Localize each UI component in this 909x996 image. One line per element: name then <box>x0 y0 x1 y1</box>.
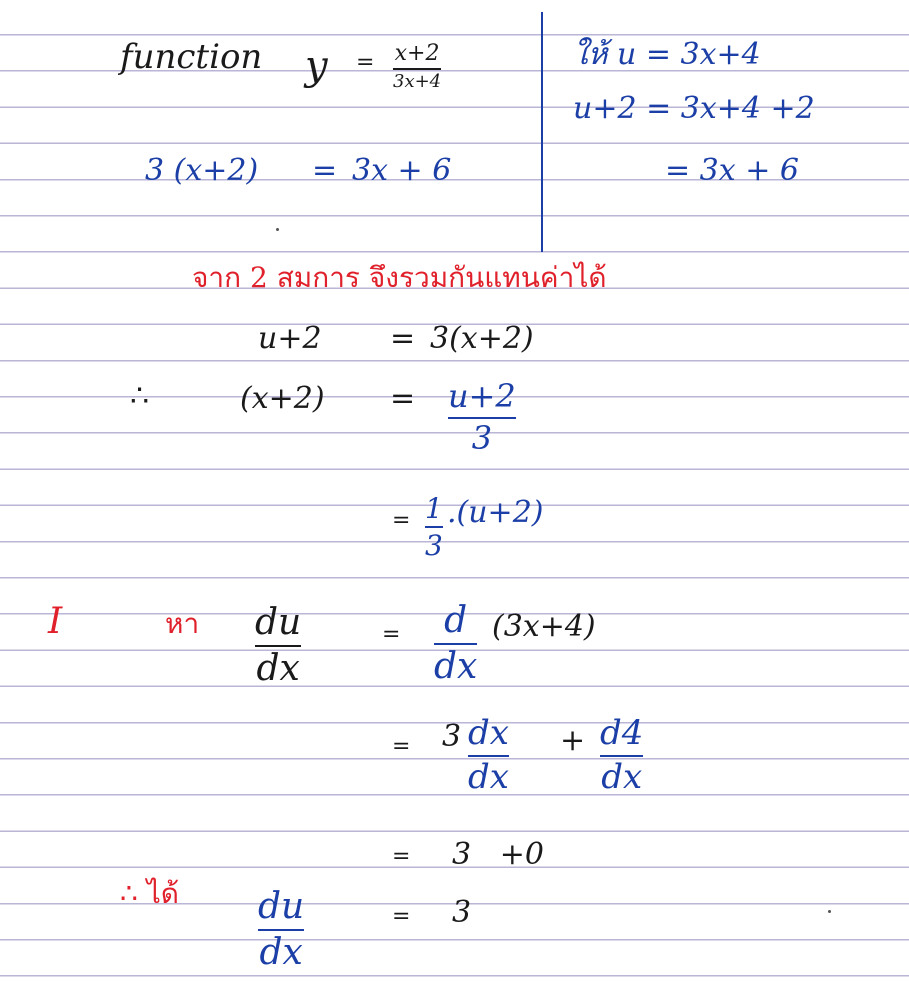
y-fraction-bar <box>393 68 441 70</box>
coefficient-three: 3 <box>442 719 462 754</box>
final-equals: = <box>392 904 411 929</box>
du-dx-fraction <box>255 604 301 688</box>
d4-over-dx <box>600 713 644 797</box>
vertical-divider <box>541 12 543 252</box>
y-fraction <box>393 42 441 92</box>
step-marker: I <box>48 601 63 642</box>
plus-sign: + <box>560 723 586 758</box>
coef-bar <box>425 526 443 528</box>
y-equals: = <box>356 50 375 75</box>
expand-equals: = <box>312 153 338 188</box>
expand-right: 3x + 6 <box>352 153 452 188</box>
d-numerator: d <box>444 600 468 641</box>
y-variable: y <box>305 43 328 89</box>
coef-numerator: 1 <box>425 492 443 525</box>
derivative-equals-1: = <box>382 622 401 647</box>
d4-numerator: d4 <box>600 713 644 753</box>
derivative-equals-2: = <box>392 734 411 759</box>
d-dx-bar <box>434 643 477 645</box>
therefore-symbol: ∴ <box>130 379 150 414</box>
frac-numerator: u+2 <box>448 377 516 415</box>
dx-over-dx <box>468 713 509 797</box>
relation-equals: = <box>390 321 416 356</box>
therefore-equals: = <box>390 381 416 416</box>
substitution-line-1: ให้ u = 3x+4 <box>573 37 761 72</box>
final-dx-denominator: dx <box>259 931 303 973</box>
substitution-line-2: u+2 = 3x+4 +2 <box>573 91 815 126</box>
coef-tail: .(u+2) <box>447 495 544 530</box>
derivative-argument: (3x+4) <box>492 609 596 644</box>
final-du-dx-fraction <box>258 888 304 972</box>
final-du-numerator: du <box>258 886 305 927</box>
du-dx-bar <box>255 645 301 647</box>
x-plus-2-term: (x+2) <box>240 381 325 416</box>
dx-over-dx-numerator: dx <box>468 713 509 753</box>
function-word: function <box>120 37 263 77</box>
coef-equals: = <box>392 508 411 533</box>
du-numerator: du <box>255 602 302 643</box>
final-value: 3 <box>452 895 472 930</box>
d-over-dx-operator <box>434 602 477 686</box>
final-du-dx-bar <box>258 929 304 931</box>
ink-speck <box>276 228 279 231</box>
d-dx-denominator: dx <box>434 645 478 687</box>
relation-rhs: 3(x+2) <box>430 321 534 356</box>
relation-lhs: u+2 <box>258 321 322 356</box>
derivative-sum: 3 +0 <box>452 837 544 872</box>
derivative-equals-3: = <box>392 844 411 869</box>
expand-left: 3 (x+2) <box>145 153 259 188</box>
y-denominator: 3x+4 <box>393 71 442 93</box>
ink-speck <box>828 910 831 913</box>
dx-denominator: dx <box>256 647 300 689</box>
frac-denominator: 3 <box>471 418 493 457</box>
thai-heading: จาก 2 สมการ จึงรวมกันแทนค่าได้ <box>192 261 607 294</box>
thai-find-label: หา <box>165 607 200 640</box>
one-third <box>425 494 443 561</box>
d4-denominator: dx <box>601 756 643 797</box>
coef-denominator: 3 <box>425 529 443 563</box>
substitution-line-3: = 3x + 6 <box>665 153 799 188</box>
thai-conclusion-label: ∴ ได้ <box>120 877 179 910</box>
dx-over-dx-denominator: dx <box>468 756 509 797</box>
u-plus-2-over-3 <box>448 377 516 457</box>
y-numerator: x+2 <box>394 41 440 66</box>
